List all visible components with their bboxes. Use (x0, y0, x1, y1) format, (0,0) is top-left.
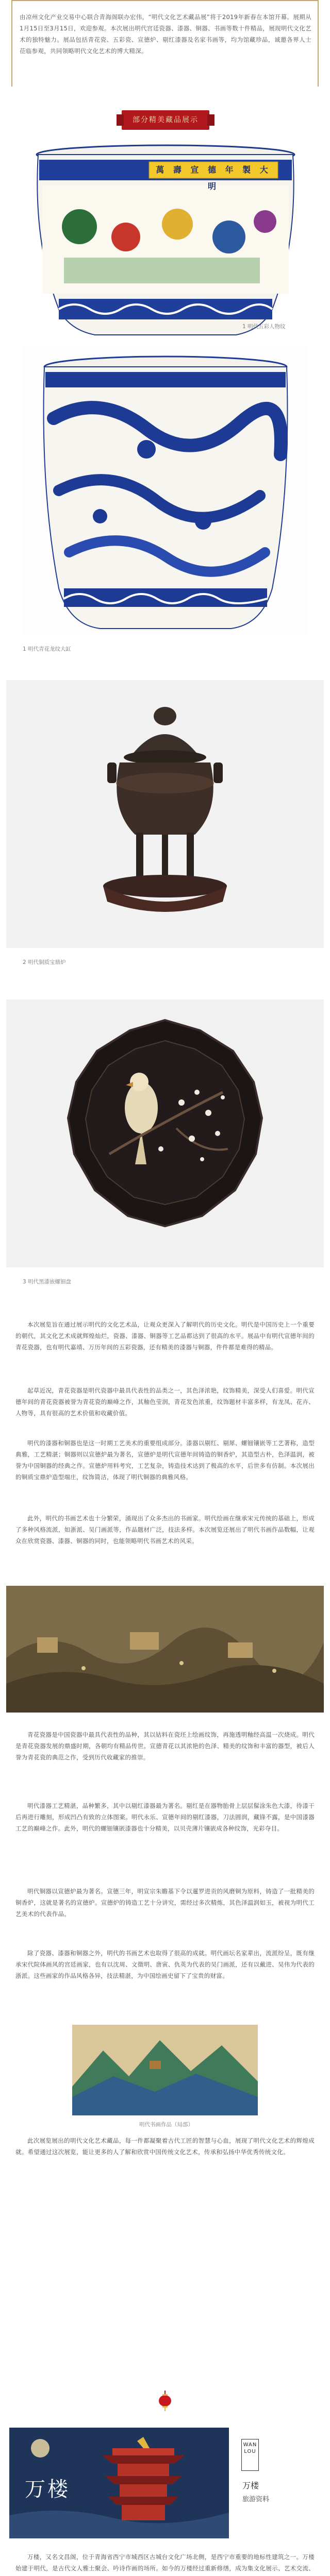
body-paragraph-4: 此外，明代的书画艺术也十分繁荣，涌现出了众多杰出的书画家。明代绘画在继承宋元传统的基础上，形成了多种风格流派，如浙派、吴门画派等，作品题材广泛，技法多样。本次展览还展出了明代书画作品数幅，让观众在欣赏瓷器、漆器、铜器的同时，也能领略明代书画艺术的风采。 (15, 1515, 315, 1545)
brand-poster-title: 万楼 (25, 2478, 70, 2501)
artwork-caption-2: 1 明代青花龙纹大缸 (23, 646, 72, 652)
intro-border-right (318, 0, 319, 87)
lantern-icon (157, 2391, 173, 2411)
intro-border-top (11, 0, 319, 1)
body-paragraph-2: 起草近况，青花瓷器是明代瓷器中最具代表性的品类之一，其色泽浓艳，纹饰精美，深受人们喜爱。明代宣德年间的青花瓷器被誉为青花瓷的巅峰之作，其釉色莹润，青花发色浓重，纹饰题材丰富多样，有龙凤、花卉、人物等，具有很高的艺术价值和收藏价值。 (15, 1387, 315, 1417)
body-paragraph-9: 此次展览展出的明代文化艺术藏品，每一件都凝聚着古代工匠的智慧与心血，展现了明代文化艺术的辉煌成就。希望通过这次展览，能让更多的人了解和欣赏中国传统文化艺术，传承和弘扬中华优秀传统文化。 (15, 2137, 315, 2156)
censer-illustration (6, 680, 324, 948)
painting-image-mountains[interactable] (72, 2025, 258, 2115)
body-paragraph-1: 本次展览旨在通过展示明代的文化艺术品，让观众更深入了解明代的历史文化。明代是中国历史上一个重要的朝代，其文化艺术成就辉煌灿烂，瓷器、漆器、铜器等工艺品都达到了很高的水平。展品中有明代宣德年间的青花瓷器，也有明代嘉靖、万历年间的五彩瓷器，还有精美的漆器与铜器，件件都是难得的精品。 (15, 1321, 315, 1351)
jar-reign-mark: 萬 壽 宣 德 年 製 大 明 (156, 165, 271, 191)
brand-block (0, 2428, 330, 2538)
brand-logo: WAN LOU (241, 2439, 259, 2471)
artwork-caption-1: 1 明代五彩人物纹 (242, 324, 286, 330)
body-paragraph-10: 万楼，又名文昌阁，位于青海省西宁市城西区古城台文化广场北侧，是西宁市重要的地标性建筑之一。万楼始建于明代，是古代文人雅士聚会、吟诗作画的场所。如今的万楼经过重新修缮，成为集文化展示、艺术交流、 (15, 2553, 315, 2572)
artwork-image-lacquer-plate[interactable] (6, 999, 324, 1267)
painting-image-landscape[interactable] (6, 1586, 324, 1713)
dragon-jar-illustration (23, 346, 308, 635)
artwork-caption-4: 3 明代黑漆嵌螺钿盘 (23, 1279, 72, 1285)
lacquer-plate-illustration (6, 999, 324, 1267)
body-paragraph-8: 除了瓷器、漆器和铜器之外，明代的书画艺术也取得了很高的成就。明代画坛名家辈出，流派纷呈，既有继承宋代院体画风的宫廷画家，也有以沈周、文徵明、唐寅、仇英为代表的吴门画派，还有以戴进、吴伟为代表的浙派。这些画家的作品风格各异，技法精湛，为中国绘画史留下了宝贵的财富。 (15, 1950, 315, 1979)
brand-name: 万楼 (242, 2481, 259, 2490)
brand-subtitle: 旅游资料 (242, 2496, 270, 2503)
brand-poster[interactable] (9, 2428, 229, 2538)
body-paragraph-6: 明代漆器工艺精湛，品种繁多，其中以剔红漆器最为著名。剔红是在器物胎骨上层层髹涂朱色大漆，待漆干后再进行雕刻，形成凹凸有致的立体图案。明代永乐、宣德年间的剔红漆器，刀法圆润，藏锋不露，是中国漆器工艺的巅峰之作。此外，明代的螺钿镶嵌漆器也十分精美，以贝壳薄片镶嵌成各种纹饰，光彩夺目。 (15, 1802, 315, 1832)
body-paragraph-7: 明代铜器以宣德炉最为著名。宣德三年，明宣宗朱瞻基下令以暹罗进贡的风磨铜为原料，铸造了一批精美的铜香炉，这就是著名的宣德炉。宣德炉的铸造工艺十分讲究，需经过多次精炼，其色泽温润如玉，被视为明代工艺美术的代表作品。 (15, 1888, 315, 1918)
artwork-image-censer[interactable] (6, 680, 324, 948)
artwork-image-wucai-jar[interactable] (23, 139, 308, 340)
intro-border-left (11, 0, 12, 87)
landscape-painting-illustration (6, 1586, 324, 1713)
artwork-image-dragon-jar[interactable] (23, 346, 308, 635)
section-banner: 部分精美藏品展示 (122, 110, 209, 130)
artwork-caption-3: 2 明代铜质宝鼎炉 (23, 959, 66, 965)
intro-text: 由凉州文化产业交易中心联合青海阁联办宏伟，“明代文化艺术藏品展”将于2019年新春在本馆开幕。展期从1月15日至3月15日，欢迎参观。本次展出明代宫廷瓷器、漆器、铜器、书画等数十件精品，展现明代文化艺术的独特魅力。展品包括青花瓷、五彩瓷、宣德炉、剔红漆器及名家书画等，均为馆藏珍品，诚邀各界人士莅临参观，共同领略明代文化艺术的博大精深。 (20, 13, 311, 55)
body-paragraph-5: 青花瓷器是中国瓷器中最具代表性的品种，其以钴料在瓷坯上绘画纹饰，再施透明釉经高温一次烧成。明代是青花瓷器发展的鼎盛时期，各朝均有精品传世。宣德青花以其浓艳的色泽、精美的纹饰和丰富的器型，被后人誉为青花瓷的典范之作，受到历代收藏家的推崇。 (15, 1731, 315, 1761)
body-paragraph-3: 明代的漆器和铜器也是这一时期工艺美术的重要组成部分。漆器以剔红、剔犀、螺钿镶嵌等工艺著称，造型典雅，工艺精湛；铜器则以宣德炉最为著名，宣德炉是明代宣德年间铸造的铜香炉，其造型古朴，色泽温润，被誉为中国铜器的经典之作。宣德炉用料考究，工艺复杂，铸造技术达到了极高的水平，后世多有仿制。本次展出的铜质宝鼎炉造型端庄，纹饰简洁，体现了明代铜器的典雅风格。 (15, 1439, 315, 1481)
mountain-painting-illustration (72, 2025, 258, 2115)
painting-caption: 明代书画作品（局部） (139, 2122, 193, 2128)
